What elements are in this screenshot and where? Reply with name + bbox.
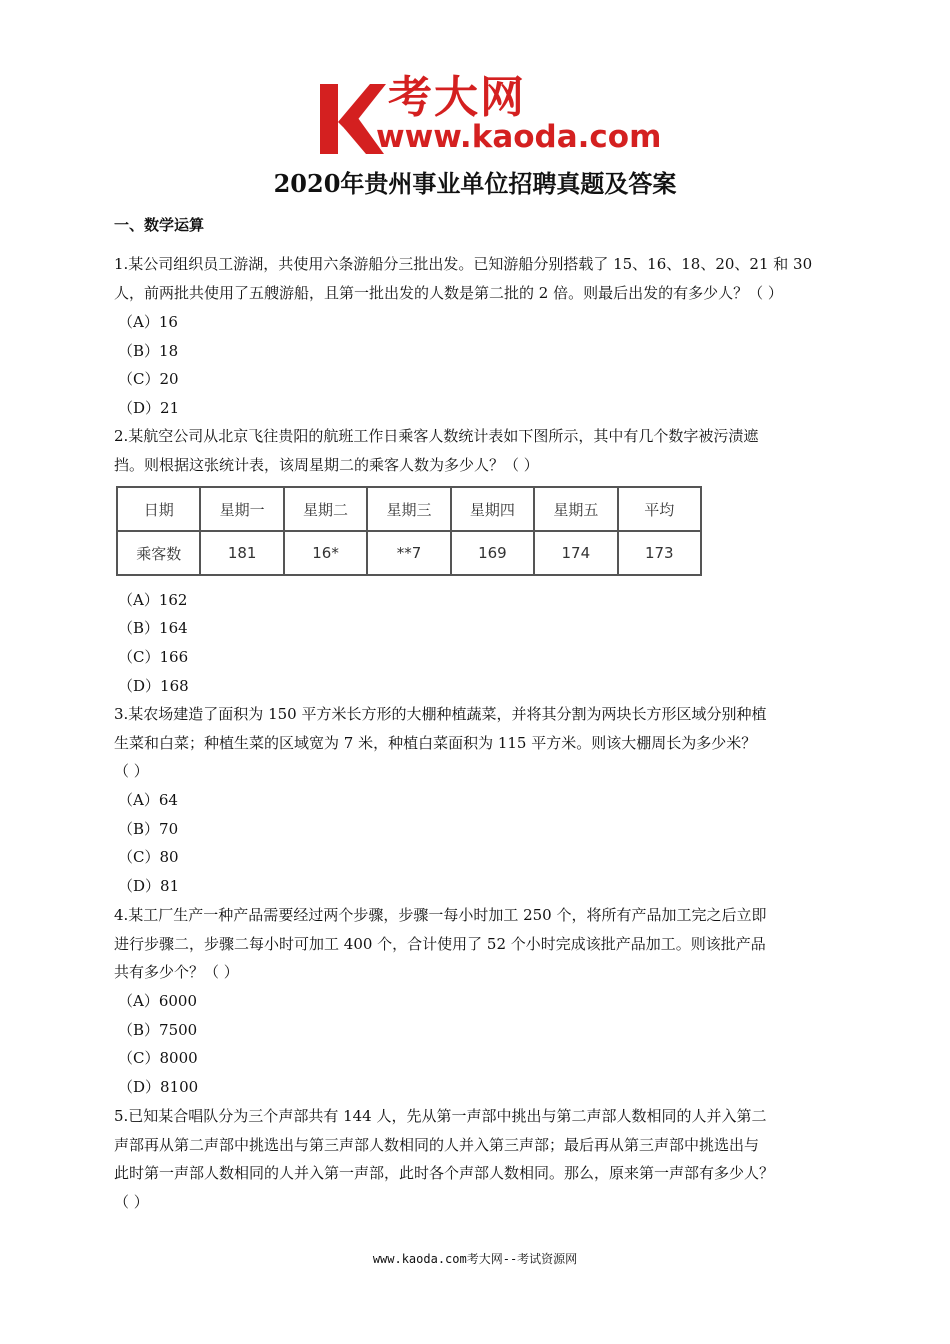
q1-option-a: （A）16	[118, 313, 178, 331]
q3-line-3: （ ）	[114, 762, 149, 780]
table-cell: 星期一	[200, 487, 283, 531]
q4-option-b: （B）7500	[118, 1021, 198, 1039]
q2-option-c: （C）166	[118, 648, 189, 666]
q4-line-2: 进行步骤二，步骤二每小时可加工 400 个，合计使用了 52 个小时完成该批产品加工。则该批产品	[114, 935, 766, 953]
q2-option-a: （A）162	[118, 591, 188, 609]
table-cell: 181	[200, 531, 283, 575]
q4-line-1: 4.某工厂生产一种产品需要经过两个步骤，步骤一每小时加工 250 个，将所有产品加工完之后立即	[114, 906, 767, 924]
q3-option-a: （A）64	[118, 791, 178, 809]
table-cell: **7	[367, 531, 450, 575]
page-title: 2020年贵州事业单位招聘真题及答案	[273, 169, 677, 198]
q5-line-3: 此时第一声部人数相同的人并入第一声部，此时各个声部人数相同。那么，原来第一声部有多少人？	[114, 1164, 775, 1182]
q2-line-1: 2.某航空公司从北京飞往贵阳的航班工作日乘客人数统计表如下图所示，其中有几个数字被污渍遮	[114, 427, 759, 445]
q1-line-1: 1.某公司组织员工游湖，共使用六条游船分三批出发。已知游船分别搭载了 15、16、18、20、21 和 30	[114, 255, 813, 273]
q4-option-c: （C）8000	[118, 1049, 198, 1067]
q3-option-d: （D）81	[118, 877, 180, 895]
table-cell: 174	[534, 531, 617, 575]
table-cell: 平均	[618, 487, 701, 531]
q3-option-c: （C）80	[118, 848, 179, 866]
q1-option-c: （C）20	[118, 370, 179, 388]
table-cell: 星期四	[451, 487, 534, 531]
table-cell: 星期五	[534, 487, 617, 531]
q5-line-1: 5.已知某合唱队分为三个声部共有 144 人，先从第一声部中挑出与第二声部人数相同的人并入第二	[114, 1107, 767, 1125]
passenger-table	[116, 486, 702, 576]
table-row	[117, 531, 701, 575]
q4-option-d: （D）8100	[118, 1078, 199, 1096]
q5-line-4: （ ）	[114, 1193, 149, 1211]
page-footer: www.kaoda.com考大网--考试资源网	[372, 1252, 578, 1266]
kaoda-logo	[318, 72, 662, 158]
q2-line-2: 挡。则根据这张统计表，该周星期二的乘客人数为多少人？（ ）	[114, 456, 539, 474]
table-cell: 星期三	[367, 487, 450, 531]
q1-option-d: （D）21	[118, 399, 180, 417]
table-cell: 星期二	[284, 487, 367, 531]
table-cell: 16*	[284, 531, 367, 575]
q1-option-b: （B）18	[118, 342, 179, 360]
table-cell: 日期	[117, 487, 200, 531]
table-cell: 169	[451, 531, 534, 575]
section-heading: 一、数学运算	[114, 216, 205, 234]
logo-chinese-text: 考大网	[388, 72, 526, 123]
q4-line-3: 共有多少个？（ ）	[114, 963, 239, 981]
q3-line-1: 3.某农场建造了面积为 150 平方米长方形的大棚种植蔬菜，并将其分割为两块长方形区域分别种植	[114, 705, 767, 723]
q3-option-b: （B）70	[118, 820, 179, 838]
q3-line-2: 生菜和白菜；种植生菜的区域宽为 7 米，种植白菜面积为 115 平方米。则该大棚周长为多少米？	[114, 734, 757, 752]
table-header-row	[117, 487, 701, 531]
logo-url-text: www.kaoda.com	[376, 119, 662, 155]
q1-line-2: 人，前两批共使用了五艘游船，且第一批出发的人数是第二批的 2 倍。则最后出发的有多少人？（ ）	[114, 284, 783, 302]
q5-line-2: 声部再从第二声部中挑选出与第三声部人数相同的人并入第三声部；最后再从第三声部中挑选出与	[114, 1136, 760, 1154]
q2-option-d: （D）168	[118, 677, 189, 695]
table-cell: 173	[618, 531, 701, 575]
q2-option-b: （B）164	[118, 619, 188, 637]
q4-option-a: （A）6000	[118, 992, 198, 1010]
table-cell: 乘客数	[117, 531, 200, 575]
